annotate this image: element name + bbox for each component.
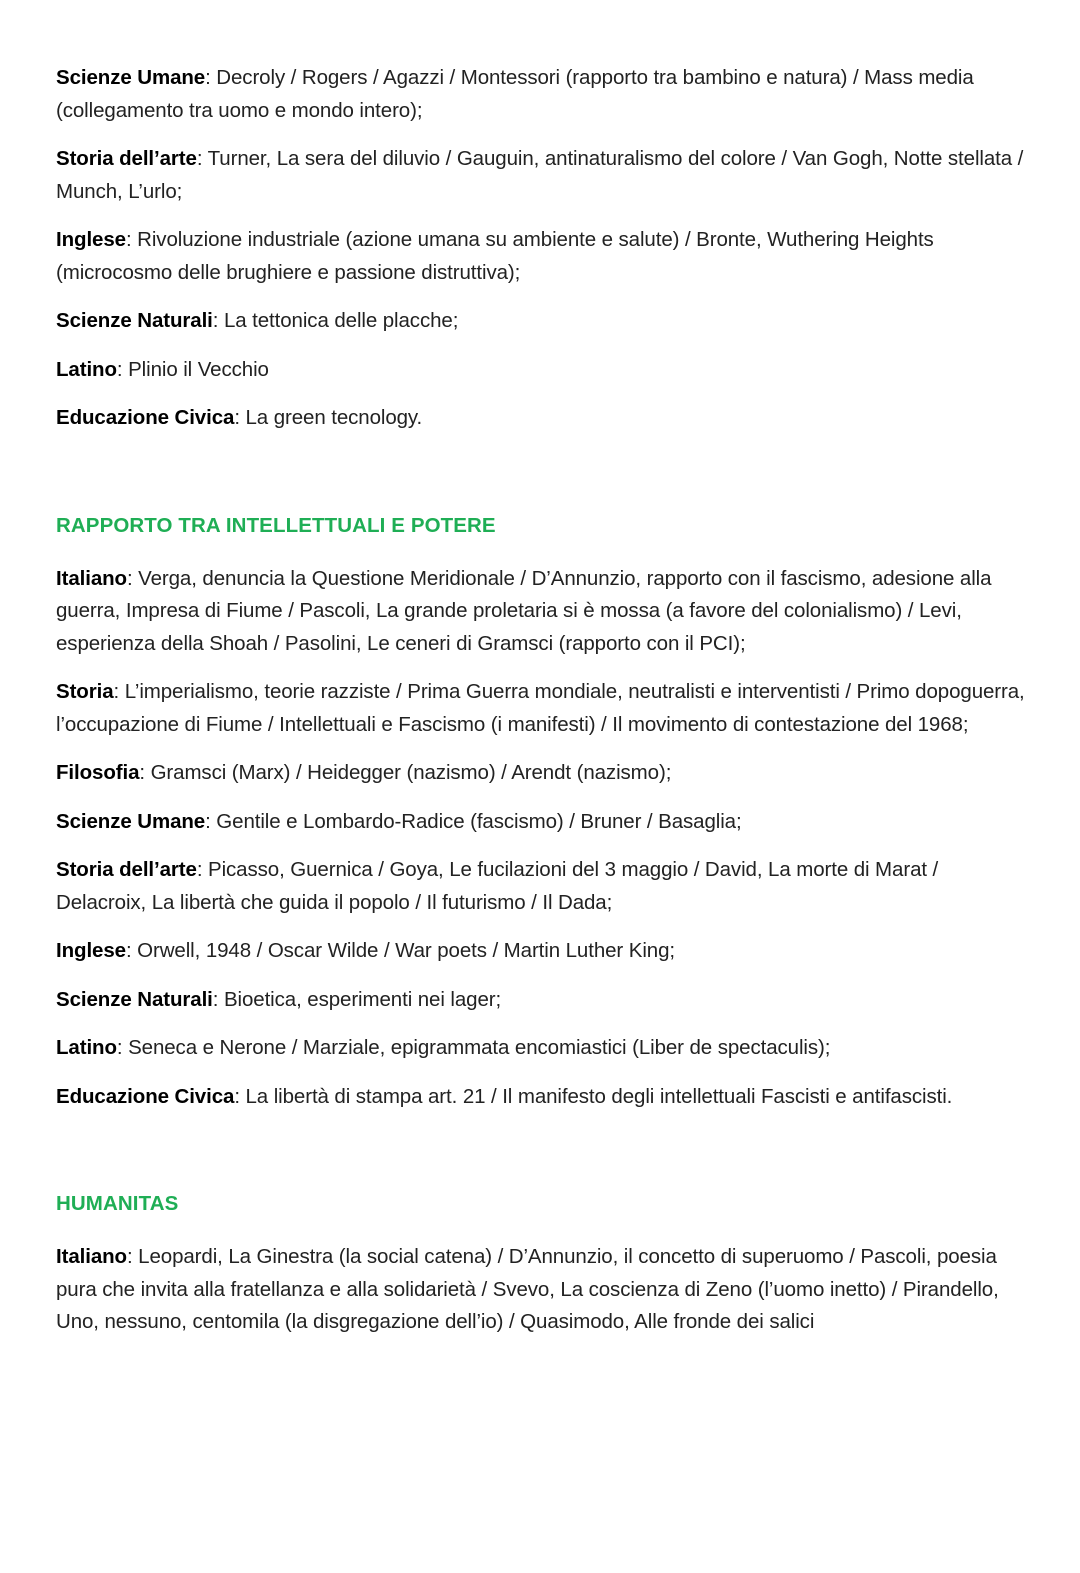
subject-label: Latino	[56, 357, 117, 381]
subject-label: Scienze Naturali	[56, 987, 213, 1011]
entry-scienze-umane	[56, 62, 1031, 127]
entry-filosofia	[56, 757, 1031, 790]
entry-text: : Rivoluzione industriale (azione umana su ambiente e salute) / Bronte, Wuthering Heights (microcosmo delle brughiere e passione distruttiva);	[56, 228, 934, 284]
subject-label: Inglese	[56, 939, 126, 962]
entry-storia-arte	[56, 143, 1031, 208]
entry-text: : Leopardi, La Ginestra (la social catena) / D’Annunzio, il concetto di superuomo / Pascoli, poesia pura che invita alla fratellanza e alla solidarietà / Svevo, La coscienza di Zeno (l’uomo inetto) / Pirandello, Uno, nessuno, centomila (la disgregazione dell’io) / Quasimodo, Alle fronde dei salici	[56, 1245, 999, 1333]
entry-educazione-civica	[56, 402, 1031, 435]
subject-label: Latino	[56, 1036, 117, 1059]
entry-scienze-naturali	[56, 305, 1031, 338]
entry-inglese	[56, 935, 1031, 968]
subject-label: Storia dell’arte	[56, 858, 197, 881]
entry-text: : Plinio il Vecchio	[116, 357, 269, 381]
entry-scienze-naturali	[56, 984, 1031, 1017]
entry-text: : Seneca e Nerone / Marziale, epigrammata encomiastici (Liber de spectaculis);	[116, 1036, 831, 1059]
subject-label: Scienze Umane	[56, 809, 206, 833]
section-humanitas	[56, 1187, 1031, 1339]
entry-italiano	[56, 1241, 1031, 1339]
section-intellettuali-potere	[56, 509, 1031, 1114]
subject-label: Educazione Civica	[56, 1084, 235, 1108]
subject-label: Filosofia	[56, 761, 140, 784]
subject-label: Educazione Civica	[56, 406, 235, 429]
entry-storia	[56, 676, 1031, 741]
subject-label: Italiano	[56, 1245, 127, 1268]
entry-italiano	[56, 563, 1031, 661]
entry-text: : La libertà di stampa art. 21 / Il manifesto degli intellettuali Fascisti e antifascisti.	[234, 1084, 953, 1108]
entry-text: : Decroly / Rogers / Agazzi / Montessori (rapporto tra bambino e natura) / Mass media (collegamento tra uomo e mondo intero);	[56, 66, 974, 122]
entry-text: : La tettonica delle placche;	[212, 309, 459, 332]
entry-text: : Bioetica, esperimenti nei lager;	[212, 987, 502, 1011]
entry-text: : Turner, La sera del diluvio / Gauguin, antinaturalismo del colore / Van Gogh, Notte stellata / Munch, L’urlo;	[56, 147, 1024, 203]
subject-label: Storia	[56, 680, 114, 703]
entry-text: : L’imperialismo, teorie razziste / Prima Guerra mondiale, neutralisti e interventisti / Primo dopoguerra, l’occupazione di Fiume / Intellettuali e Fascismo (i manifesti) / Il movimento di contestazione del 1968;	[56, 680, 1025, 736]
section-heading: HUMANITAS	[56, 1192, 179, 1215]
subject-label: Scienze Umane	[56, 66, 206, 89]
entry-text: : Gramsci (Marx) / Heidegger (nazismo) / Arendt (nazismo);	[139, 761, 672, 784]
section-heading: RAPPORTO TRA INTELLETTUALI E POTERE	[56, 513, 496, 537]
section-1	[56, 62, 1031, 435]
entry-text: : Orwell, 1948 / Oscar Wilde / War poets / Martin Luther King;	[125, 939, 675, 962]
subject-label: Storia dell’arte	[56, 147, 197, 170]
subject-label: Italiano	[56, 566, 127, 590]
entry-text: : Gentile e Lombardo-Radice (fascismo) / Bruner / Basaglia;	[205, 809, 742, 833]
entry-scienze-umane	[56, 806, 1031, 839]
subject-label: Scienze Naturali	[56, 309, 213, 332]
entry-educazione-civica	[56, 1081, 1031, 1114]
document-page	[56, 62, 1031, 1355]
entry-inglese	[56, 224, 1031, 289]
entry-latino	[56, 1032, 1031, 1065]
subject-label: Inglese	[56, 228, 126, 251]
entry-text: : La green tecnology.	[234, 406, 423, 429]
entry-text: : Picasso, Guernica / Goya, Le fucilazioni del 3 maggio / David, La morte di Marat / Delacroix, La libertà che guida il popolo / Il futurismo / Il Dada;	[56, 858, 939, 914]
entry-text: : Verga, denuncia la Questione Meridionale / D’Annunzio, rapporto con il fascismo, adesione alla guerra, Impresa di Fiume / Pascoli, La grande proletaria si è mossa (a favore del colonialismo) / Levi, esperienza della Shoah / Pasolini, Le ceneri di Gramsci (rapporto con il PCI);	[56, 566, 992, 655]
entry-storia-arte	[56, 854, 1031, 919]
entry-latino	[56, 354, 1031, 387]
